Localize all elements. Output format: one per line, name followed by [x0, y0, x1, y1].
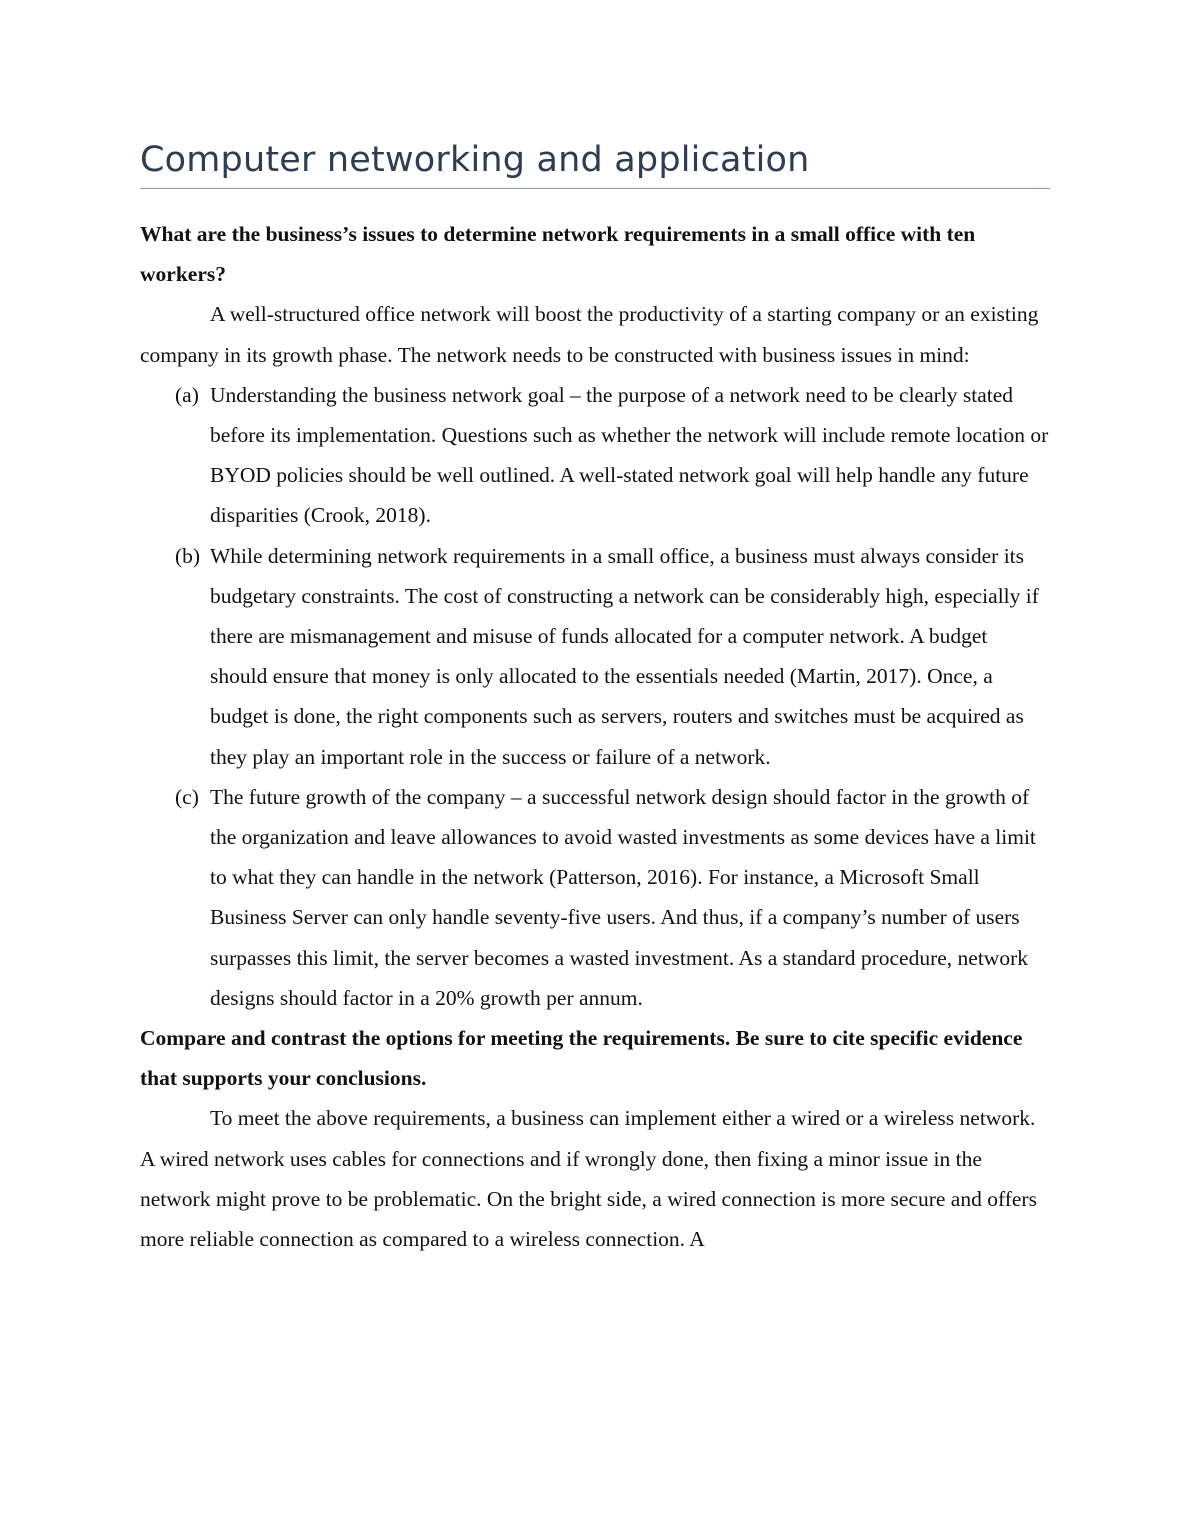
list-item-marker: (b) — [175, 543, 201, 568]
list-item-marker: (c) — [175, 784, 199, 809]
section1-question: What are the business’s issues to determine network requirements in a small office with ten workers? — [140, 222, 976, 287]
document-title: Computer networking and application — [140, 136, 1050, 189]
section2-paragraph: To meet the above requirements, a business can implement either a wired or a wireless network. A wired network uses cables for connections and if wrongly done, then fixing a minor issue in the network might prove to be problematic. On the bright side, a wired connection is more secure and offers more reliable connection as compared to a wireless connection. A — [140, 1106, 1037, 1252]
issues-list — [140, 375, 1050, 1018]
list-item-text: While determining network requirements in a small office, a business must always consider its budgetary constraints. The cost of constructing a network can be considerably high, especially if there are mismanagement and misuse of funds allocated for a computer network. A budget should ensure that money is only allocated to the essentials needed (Martin, 2017). Once, a budget is done, the right components such as servers, routers and switches must be acquired as they play an important role in the success or failure of a network. — [210, 543, 1039, 769]
section2-question: Compare and contrast the options for meeting the requirements. Be sure to cite specific evidence that supports your conclusions. — [140, 1026, 1023, 1091]
list-item — [140, 777, 1050, 1018]
list-item-text: Understanding the business network goal – the purpose of a network need to be clearly stated before its implementation. Questions such as whether the network will include remote location or BYOD policies should be well outlined. A well-stated network goal will help handle any future disparities (Crook, 2018). — [210, 382, 1049, 528]
section1-intro-paragraph: A well-structured office network will boost the productivity of a starting company or an existing company in its growth phase. The network needs to be constructed with business issues in mind: — [140, 302, 1039, 367]
list-item-marker: (a) — [175, 382, 199, 407]
list-item-text: The future growth of the company – a successful network design should factor in the growth of the organization and leave allowances to avoid wasted investments as some devices have a limit to what they can handle in the network (Patterson, 2016). For instance, a Microsoft Small Business Server can only handle seventy-five users. And thus, if a company’s number of users surpasses this limit, the server becomes a wasted investment. As a standard procedure, network designs should factor in a 20% growth per annum. — [210, 784, 1036, 1010]
list-item — [140, 375, 1050, 536]
list-item — [140, 536, 1050, 777]
document-content — [140, 136, 1050, 1259]
document-body — [140, 214, 1050, 1259]
